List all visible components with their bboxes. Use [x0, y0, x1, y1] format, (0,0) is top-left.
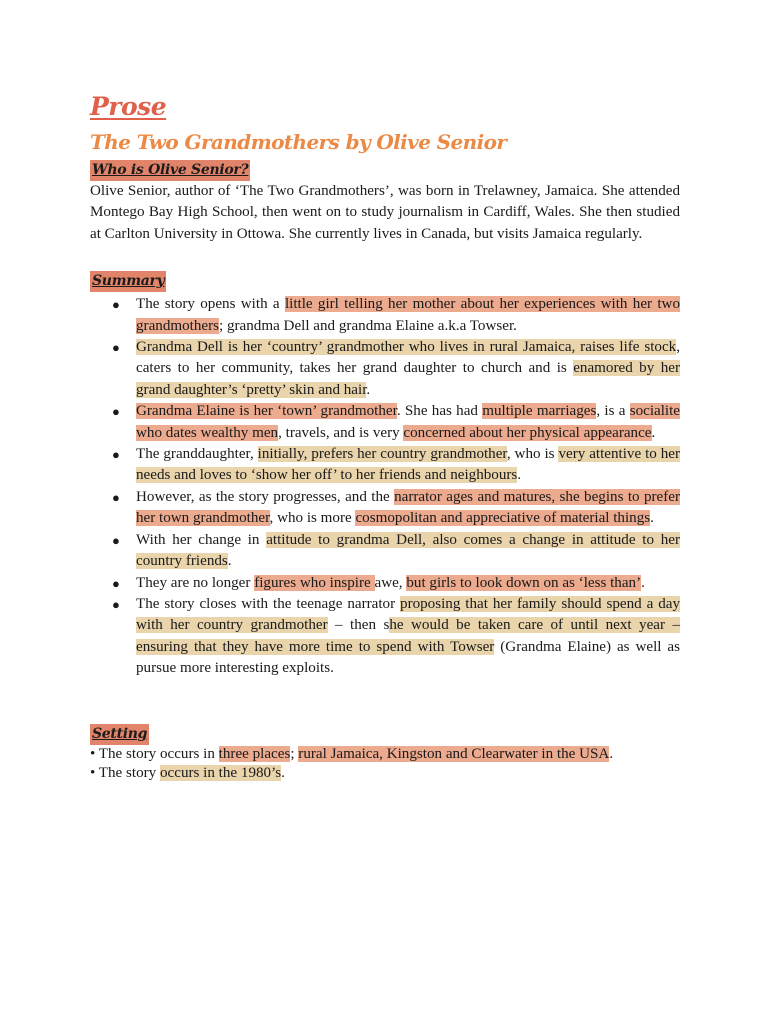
text-segment: The story closes with the teenage narrator: [136, 595, 401, 612]
text-segment: (Grandma Elaine) as well as pursue more interesting exploits.: [136, 638, 681, 677]
text-segment: With her change in: [136, 531, 267, 548]
summary-item: [112, 401, 680, 444]
highlight-red: Grandma Elaine is her ‘town’ grandmother: [136, 403, 397, 420]
text-segment: .: [641, 574, 645, 591]
highlight-tan: initially, prefers her country grandmother: [257, 446, 507, 463]
text-segment: • The story occurs in: [90, 745, 219, 762]
highlight-tan: proposing that her family should spend a day with her country grandmother: [136, 595, 681, 634]
setting-line: [90, 764, 680, 783]
highlight-red: cosmopolitan and appreciative of material things: [355, 510, 651, 527]
highlight-red: but girls to look down on as ‘less than’: [406, 574, 642, 591]
page-subtitle: The Two Grandmothers by Olive Senior: [90, 130, 507, 154]
bullet-icon: ●: [112, 447, 120, 463]
bullet-icon: ●: [112, 596, 120, 612]
setting-line: [90, 745, 680, 764]
text-segment: .: [651, 424, 656, 441]
text-segment: .: [609, 745, 614, 762]
section-heading-setting: Setting: [90, 724, 149, 745]
document-content: [90, 92, 680, 783]
page-title: Prose: [90, 92, 167, 121]
text-segment: However, as the story progresses, and the: [136, 488, 395, 505]
text-segment: , caters to her community, takes her grand daughter to church and is: [136, 339, 680, 377]
highlight-tan: very attentive to her needs and loves to ‘show her off’ to her friends and neighbours: [136, 446, 681, 484]
text-segment: ;: [290, 745, 299, 762]
text-segment: .: [650, 510, 654, 527]
section-heading-who: Who is Olive Senior?: [90, 160, 250, 181]
text-segment: The story opens with a: [136, 296, 285, 313]
setting-lines: [90, 745, 680, 783]
summary-item: [112, 337, 680, 401]
text-segment: ; grandma Dell and grandma Elaine a.k.a Towser.: [219, 317, 517, 334]
highlight-tan: he would be taken care of until next year – ensuring that they have more time to spend with Towser: [136, 617, 680, 655]
summary-item: [112, 530, 680, 573]
highlight-red: narrator ages and matures, she begins to prefer her town grandmother: [136, 488, 680, 527]
highlight-red: rural Jamaica, Kingston and Clearwater in the USA: [298, 745, 610, 762]
text-segment: , is a: [596, 403, 630, 420]
highlight-tan: Grandma Dell is her ‘country’ grandmother who lives in rural Jamaica, raises life stock: [136, 339, 677, 356]
summary-list: [90, 294, 680, 679]
bullet-icon: ●: [112, 297, 120, 313]
highlight-tan: occurs in the 1980’s: [160, 764, 282, 781]
text-segment: .: [517, 467, 522, 484]
highlight-red: concerned about her physical appearance: [403, 424, 652, 441]
bullet-icon: ●: [112, 340, 120, 356]
text-segment: .: [227, 553, 232, 570]
text-segment: • The story: [90, 764, 160, 781]
text-segment: .: [366, 381, 371, 398]
highlight-red: multiple marriages: [482, 403, 597, 420]
highlight-tan: attitude to grandma Dell, also comes a change in attitude to her country friends: [136, 531, 680, 570]
highlight-tan: enamored by her grand daughter’s ‘pretty’ skin and hair: [136, 360, 680, 398]
highlight-red: figures who inspire: [254, 574, 375, 591]
text-segment: They are no longer: [136, 574, 255, 591]
summary-item: [112, 487, 680, 530]
highlight-red: socialite who dates wealthy men: [136, 403, 680, 441]
summary-item: [112, 594, 681, 680]
summary-item: [112, 294, 680, 337]
text-segment: , who is: [506, 446, 559, 463]
highlight-red: little girl telling her mother about her experiences with her two grandmothers: [136, 296, 680, 334]
section-heading-summary: Summary: [90, 271, 166, 292]
text-segment: , travels, and is very: [278, 424, 404, 441]
text-segment: The granddaughter,: [136, 446, 258, 463]
bullet-icon: ●: [112, 575, 120, 591]
author-bio-paragraph: Olive Senior, author of ‘The Two Grandmothers’, was born in Trelawney, Jamaica. She attended Montego Bay High School, then went on to study journalism in Cardiff, Wales. She then studied at Carlton University in Ottowa. She currently lives in Canada, but visits Jamaica regularly.: [90, 183, 680, 242]
text-segment: – then s: [327, 617, 390, 634]
bullet-icon: ●: [112, 489, 120, 505]
text-segment: , who is more: [269, 510, 356, 527]
summary-item: [112, 573, 680, 594]
text-segment: awe,: [374, 574, 407, 591]
bullet-icon: ●: [112, 532, 120, 548]
text-segment: . She has had: [396, 403, 483, 420]
highlight-red: three places: [218, 745, 291, 762]
bullet-icon: ●: [112, 404, 120, 420]
text-segment: .: [281, 764, 285, 781]
summary-item: [112, 444, 681, 487]
